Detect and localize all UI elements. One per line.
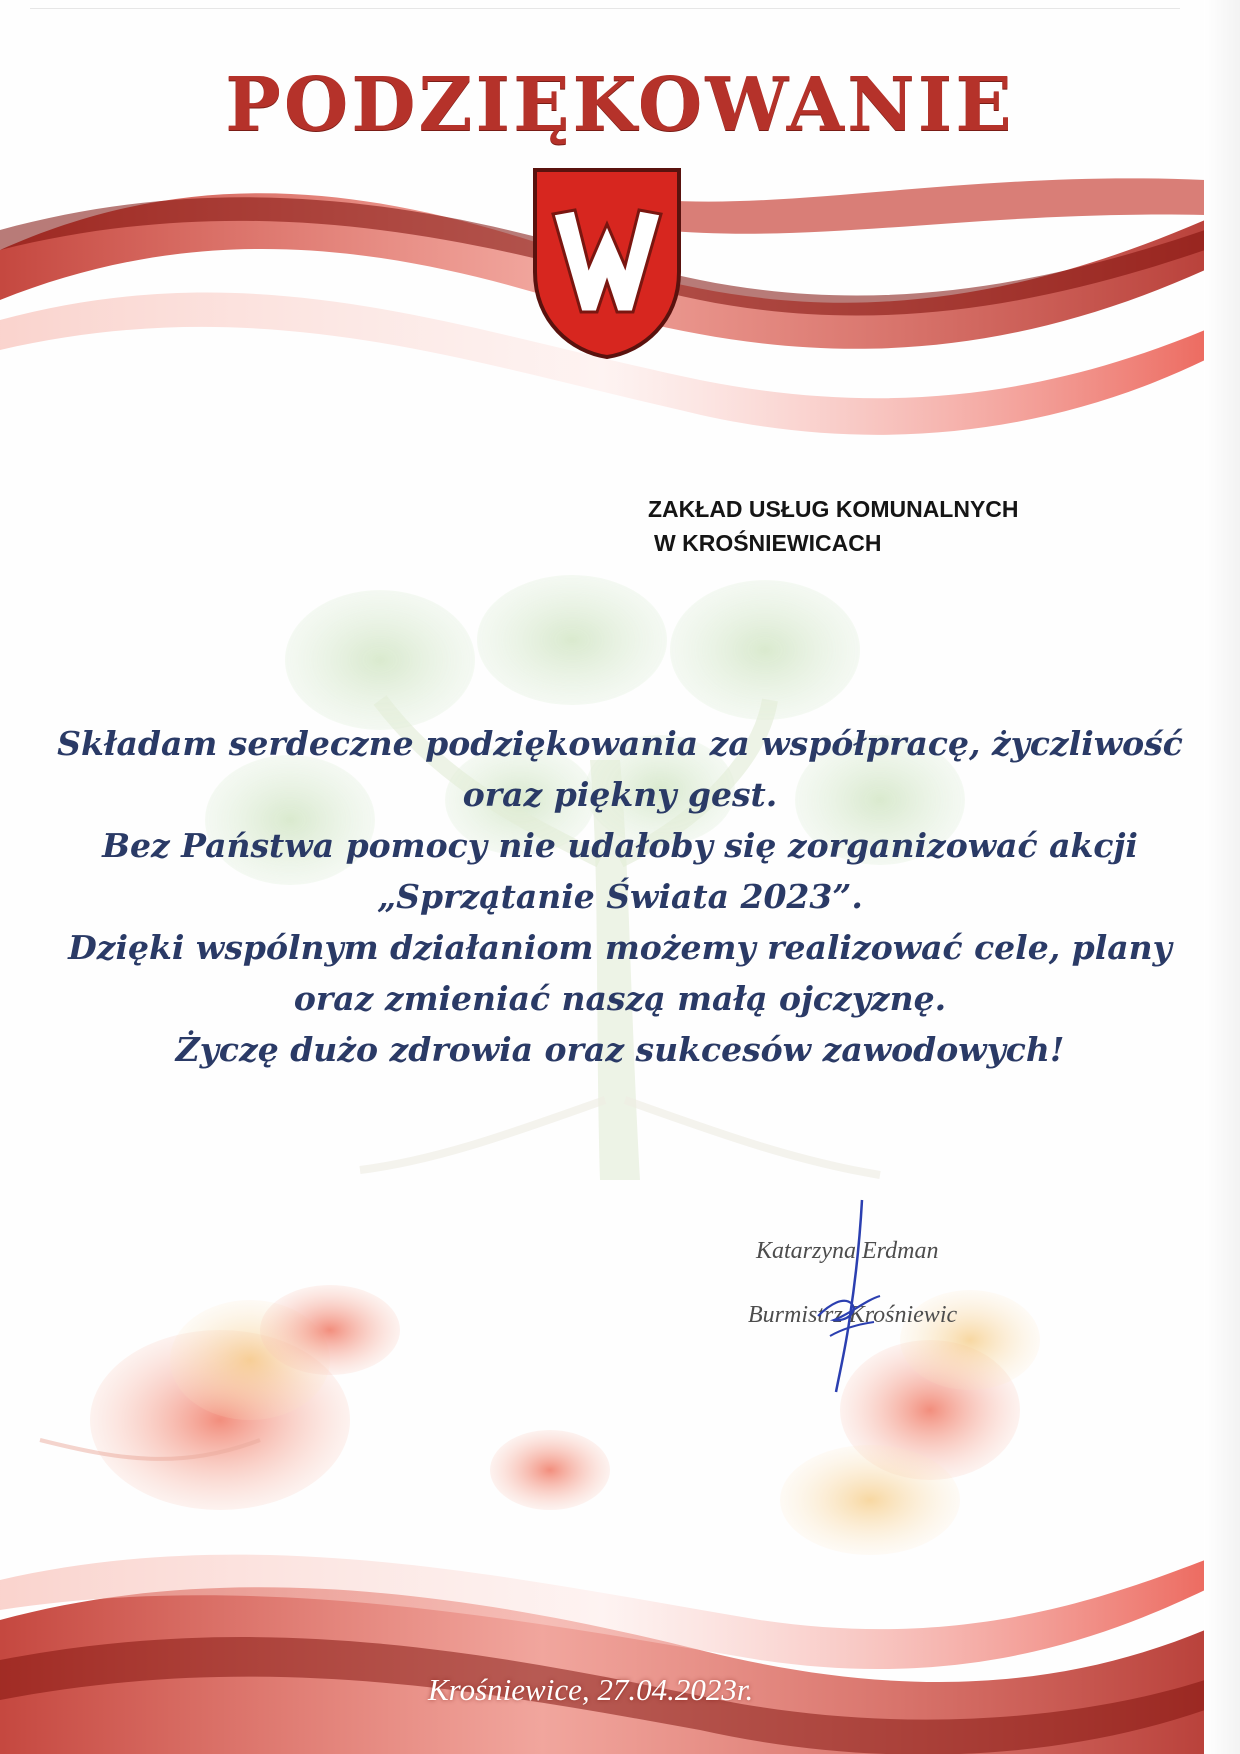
place-and-date: Krośniewice, 27.04.2023r.: [428, 1672, 754, 1707]
message-line: „Sprzątanie Świata 2023”.: [377, 877, 863, 916]
bottom-ribbon: [0, 1555, 1205, 1754]
document-title: PODZIĘKOWANIE: [225, 62, 1015, 148]
scan-edge-line: [30, 8, 1180, 9]
recipient-block: [648, 492, 1019, 560]
recipient-line-2: W KROŚNIEWICACH: [654, 530, 882, 556]
signatory-name: Katarzyna Erdman: [756, 1238, 939, 1264]
message-line: oraz zmieniać naszą małą ojczyznę.: [293, 979, 947, 1018]
handwritten-signature: [810, 1196, 890, 1396]
message-line: Bez Państwa pomocy nie udałoby się zorganizować akcji: [102, 826, 1138, 865]
message-line: oraz piękny gest.: [462, 775, 778, 814]
message-line: Składam serdeczne podziękowania za współpracę, życzliwość: [57, 724, 1183, 763]
coat-of-arms-w-icon: [527, 162, 687, 362]
message-line: Dzięki wspólnym działaniom możemy realizować cele, plany: [68, 928, 1172, 967]
message-body: [0, 718, 1240, 1075]
recipient-line-1: ZAKŁAD USŁUG KOMUNALNYCH: [648, 496, 1019, 522]
signatory-role: Burmistrz Krośniewic: [748, 1302, 958, 1328]
message-line: Życzę dużo zdrowia oraz sukcesów zawodowych!: [175, 1030, 1065, 1069]
